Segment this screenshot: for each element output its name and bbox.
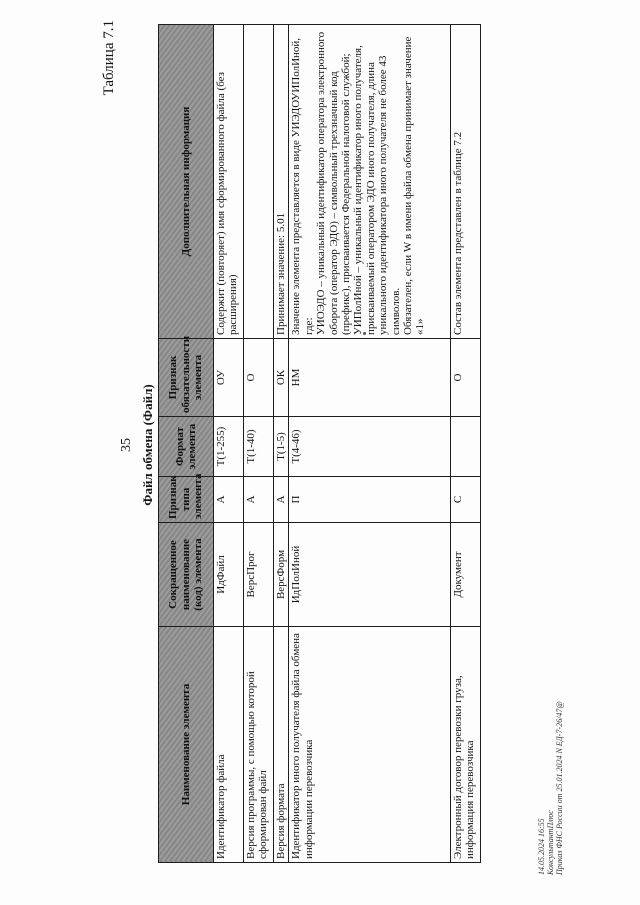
data-table <box>158 24 481 863</box>
cell-type: С <box>451 477 481 523</box>
info-line: Обязателен, если W в имени файла обмена принимает значение «1» <box>402 36 427 335</box>
cell-code: ВерсПрог <box>244 523 274 627</box>
footer-doc-ref: Приказ ФНС России от 25.01.2024 N ЕД-7-26/47@ <box>555 701 564 875</box>
table-row <box>451 25 481 863</box>
cell-required: ОК <box>274 339 289 417</box>
info-line: Принимает значение: 5.01 <box>275 212 287 335</box>
cell-info <box>214 25 244 339</box>
cell-required: ОУ <box>214 339 244 417</box>
table-row <box>274 25 289 863</box>
cell-format: Т(1-5) <box>274 417 289 477</box>
cell-required: О <box>244 339 274 417</box>
cell-type: А <box>214 477 244 523</box>
info-line: Состав элемента представлен в таблице 7.2 <box>452 131 464 335</box>
info-line: УИПолИной – уникальный идентификатор иного получателя, присваиваемый оператором ЭДО иного получателя, длина уникального идентификатора иного получателя не более 43 символов. <box>352 45 402 335</box>
cell-info <box>244 25 274 339</box>
cell-type: П <box>289 477 451 523</box>
table-row <box>289 25 451 863</box>
cell-type: А <box>274 477 289 523</box>
table-row <box>214 25 244 863</box>
info-line: Содержит (повторяет) имя сформированного файла (без расширения) <box>215 71 240 335</box>
cell-code: ВерсФорм <box>274 523 289 627</box>
cell-format: Т(1-255) <box>214 417 244 477</box>
print-footer <box>537 701 564 875</box>
cell-code: Документ <box>451 523 481 627</box>
cell-name: Версия формата <box>274 627 289 863</box>
cell-type: А <box>244 477 274 523</box>
footer-source: КонсультантПлюс <box>546 810 555 875</box>
rotated-content <box>87 0 577 885</box>
table-row <box>244 25 274 863</box>
cell-name: Версия программы, с помощью которой сформирован файл <box>244 627 274 863</box>
cell-code: ИдПолИной <box>289 523 451 627</box>
table-label: Таблица 7.1 <box>101 20 117 96</box>
cell-name: Идентификатор иного получателя файла обмена информации перевозчика <box>289 627 451 863</box>
cell-info <box>274 25 289 339</box>
cell-code: ИдФайл <box>214 523 244 627</box>
cell-name: Идентификатор файла <box>214 627 244 863</box>
header-info: Дополнительная информация <box>159 25 214 339</box>
header-code: Сокращенное наименование (код) элемента <box>159 523 214 627</box>
header-type: Признак типа элемента <box>159 477 214 523</box>
table-header-row <box>159 25 214 863</box>
cell-name: Электронный договор перевозки груза, информация перевозчика <box>451 627 481 863</box>
cell-format: Т(4-46) <box>289 417 451 477</box>
cell-info <box>289 25 451 339</box>
info-line: Значение элемента представляется в виде УИЭДОУИПолИной, где: <box>290 37 315 335</box>
cell-required: НМ <box>289 339 451 417</box>
page-number: 35 <box>119 438 134 452</box>
cell-info <box>451 25 481 339</box>
cell-required: О <box>451 339 481 417</box>
info-line: УИОЭДО – уникальный идентификатор оператора электронного оборота (оператор ЭДО) – символьный трехзначный код (префикс), присваивается Федеральной налоговой службой; <box>315 31 353 335</box>
header-format: Формат элемента <box>159 417 214 477</box>
header-required: Признак обязательности элемента <box>159 339 214 417</box>
cell-format: Т(1-40) <box>244 417 274 477</box>
cell-format <box>451 417 481 477</box>
table-title: Файл обмена (Файл) <box>140 384 155 506</box>
footer-timestamp: 14.05.2024 16:55 <box>537 818 546 875</box>
header-name: Наименование элемента <box>159 627 214 863</box>
